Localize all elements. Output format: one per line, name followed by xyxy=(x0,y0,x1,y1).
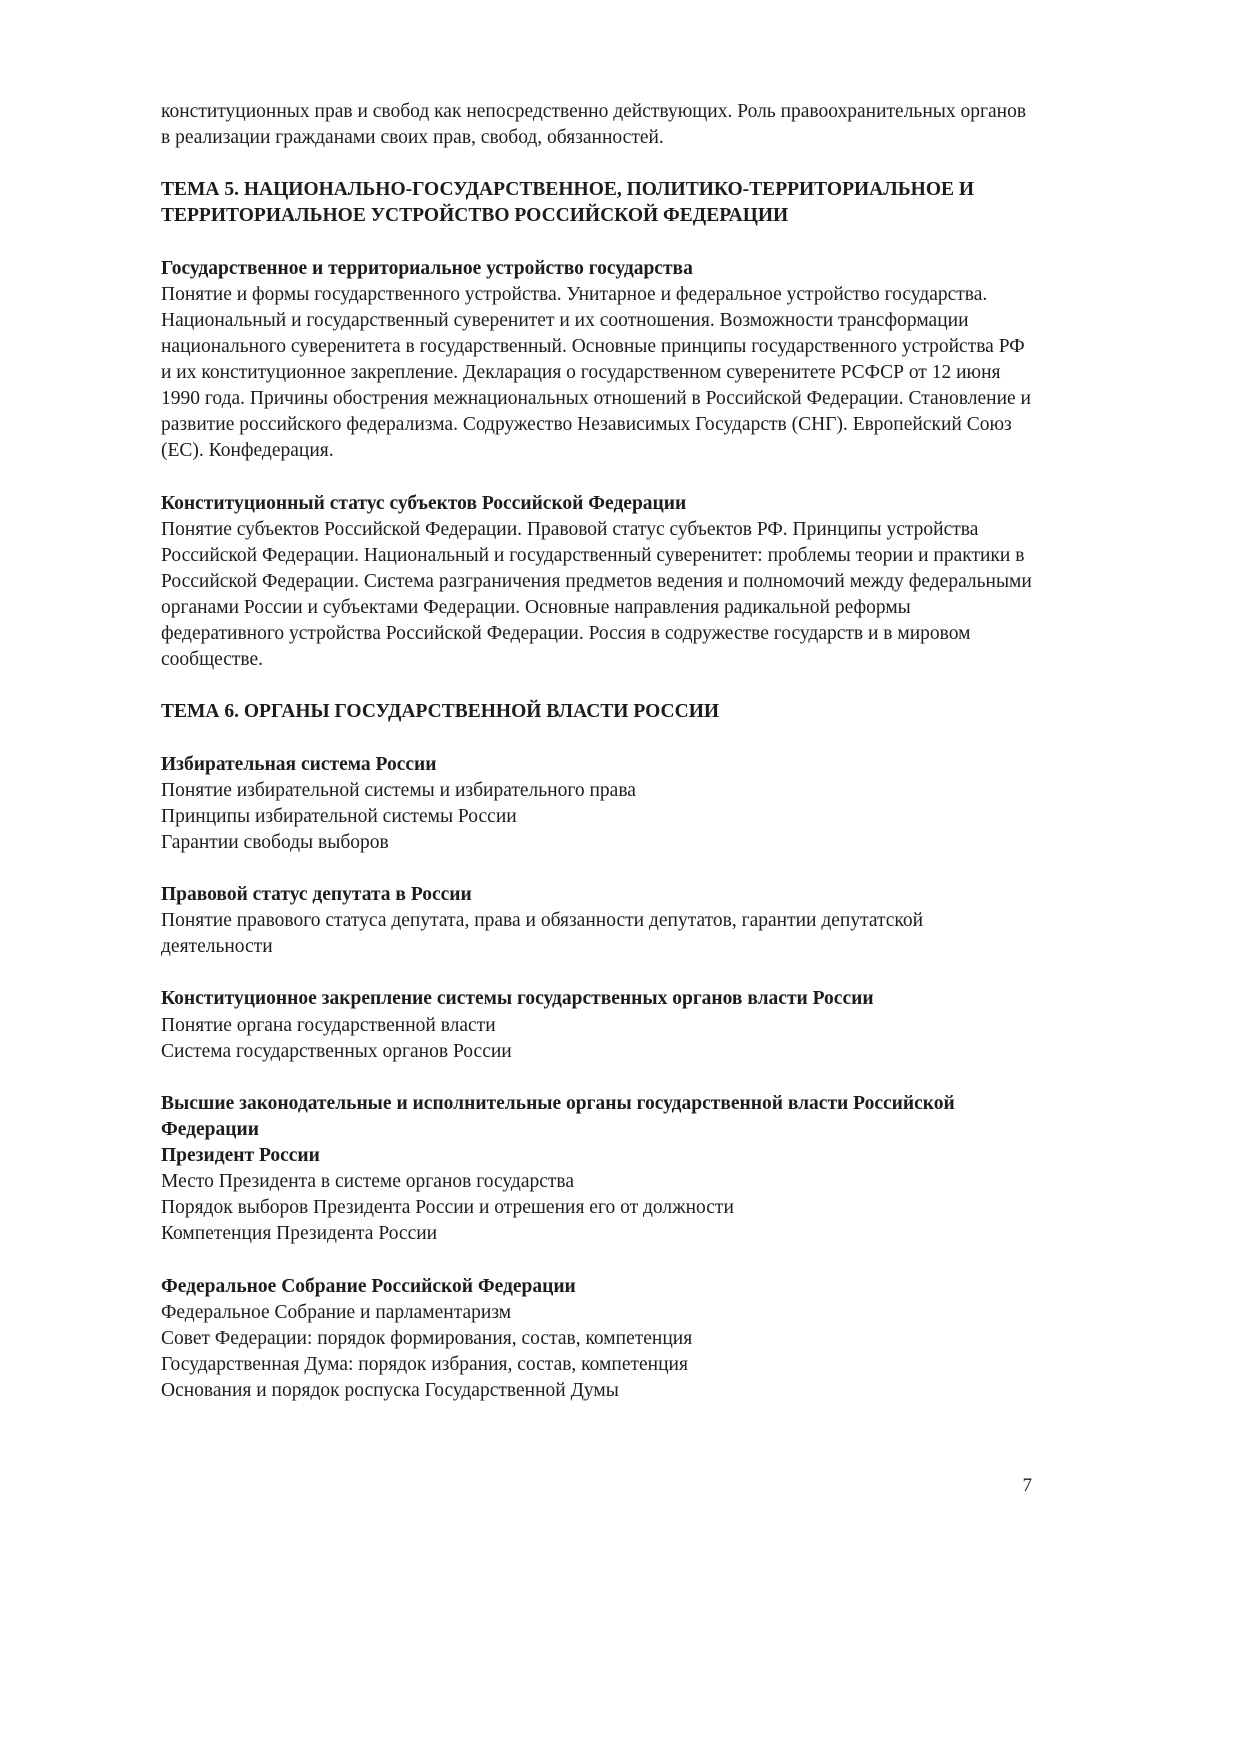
subsection-body: Понятие правового статуса депутата, права и обязанности депутатов, гарантии депутатской деятельности xyxy=(161,910,924,958)
list-line: Федеральное Собрание и парламентаризм xyxy=(161,1301,512,1323)
list-line: Совет Федерации: порядок формирования, состав, компетенция xyxy=(161,1327,693,1349)
page-number: 7 xyxy=(1022,1475,1032,1496)
subsection-body: Понятие и формы государственного устройства. Унитарное и федеральное устройство государства. Национальный и государственный суверенитет и их соотношения. Возможности трансформации национального суверенитета в государственный. Основные принципы государственного устройства РФ и их конституционное закрепление. Декларация о государственном суверенитете РСФСР от 12 июня 1990 года. Причины обострения межнациональных отношений в Российской Федерации. Становление и развитие российского федерализма. Содружество Независимых Государств (СНГ). Европейский Союз (ЕС). Конфедерация. xyxy=(161,283,1031,462)
subsection-title: Избирательная система России xyxy=(161,753,437,775)
subsection-title: Конституционное закрепление системы государственных органов власти России xyxy=(161,988,874,1010)
list-line: Гарантии свободы выборов xyxy=(161,831,389,853)
list-line: Государственная Дума: порядок избрания, состав, компетенция xyxy=(161,1353,688,1375)
theme5-heading: ТЕМА 5. НАЦИОНАЛЬНО-ГОСУДАРСТВЕННОЕ, ПОЛИТИКО-ТЕРРИТОРИАЛЬНОЕ И ТЕРРИТОРИАЛЬНОЕ УСТРОЙСТВО РОССИЙСКОЙ ФЕДЕРАЦИИ xyxy=(161,179,975,227)
theme6-heading: ТЕМА 6. ОРГАНЫ ГОСУДАРСТВЕННОЙ ВЛАСТИ РОССИИ xyxy=(161,701,720,723)
list-line: Порядок выборов Президента России и отрешения его от должности xyxy=(161,1197,734,1219)
lead-paragraph-block xyxy=(161,99,1033,151)
theme5-subsection-1 xyxy=(161,256,1033,465)
lead-paragraph: конституционных прав и свобод как непосредственно действующих. Роль правоохранительных органов в реализации гражданами своих прав, свобод, обязанностей. xyxy=(161,101,1027,149)
subsection-title: Государственное и территориальное устройство государства xyxy=(161,257,693,279)
theme6-subsection-5 xyxy=(161,1274,1033,1405)
page-content xyxy=(161,99,1033,1430)
subsection-title: Конституционный статус субъектов Российской Федерации xyxy=(161,492,687,514)
list-line: Место Президента в системе органов государства xyxy=(161,1171,575,1193)
list-line: Понятие органа государственной власти xyxy=(161,1014,496,1036)
subsection-subtitle: Президент России xyxy=(161,1145,320,1166)
theme6-subsection-4 xyxy=(161,1091,1033,1248)
list-line: Принципы избирательной системы России xyxy=(161,805,517,827)
theme6-subsection-2 xyxy=(161,882,1033,960)
subsection-title: Федеральное Собрание Российской Федерации xyxy=(161,1275,576,1297)
subsection-body: Понятие субъектов Российской Федерации. Правовой статус субъектов РФ. Принципы устройства Российской Федерации. Национальный и государственный суверенитет: проблемы теории и практики в Российской Федерации. Система разграничения предметов ведения и полномочий между федеральными органами России и субъектами Федерации. Основные направления радикальной реформы федеративного устройства Российской Федерации. Россия в содружестве государств и в мировом сообществе. xyxy=(161,518,1032,671)
theme6-subsection-3 xyxy=(161,986,1033,1064)
subsection-title: Высшие законодательные и исполнительные органы государственной власти Российской Федерации xyxy=(161,1092,955,1140)
subsection-title: Правовой статус депутата в России xyxy=(161,884,472,905)
theme5-subsection-2 xyxy=(161,491,1033,674)
list-line: Основания и порядок роспуска Государственной Думы xyxy=(161,1380,619,1401)
list-line: Понятие избирательной системы и избирательного права xyxy=(161,779,636,801)
list-line: Компетенция Президента России xyxy=(161,1223,438,1245)
list-line: Система государственных органов России xyxy=(161,1040,512,1062)
theme6-subsection-1 xyxy=(161,752,1033,857)
